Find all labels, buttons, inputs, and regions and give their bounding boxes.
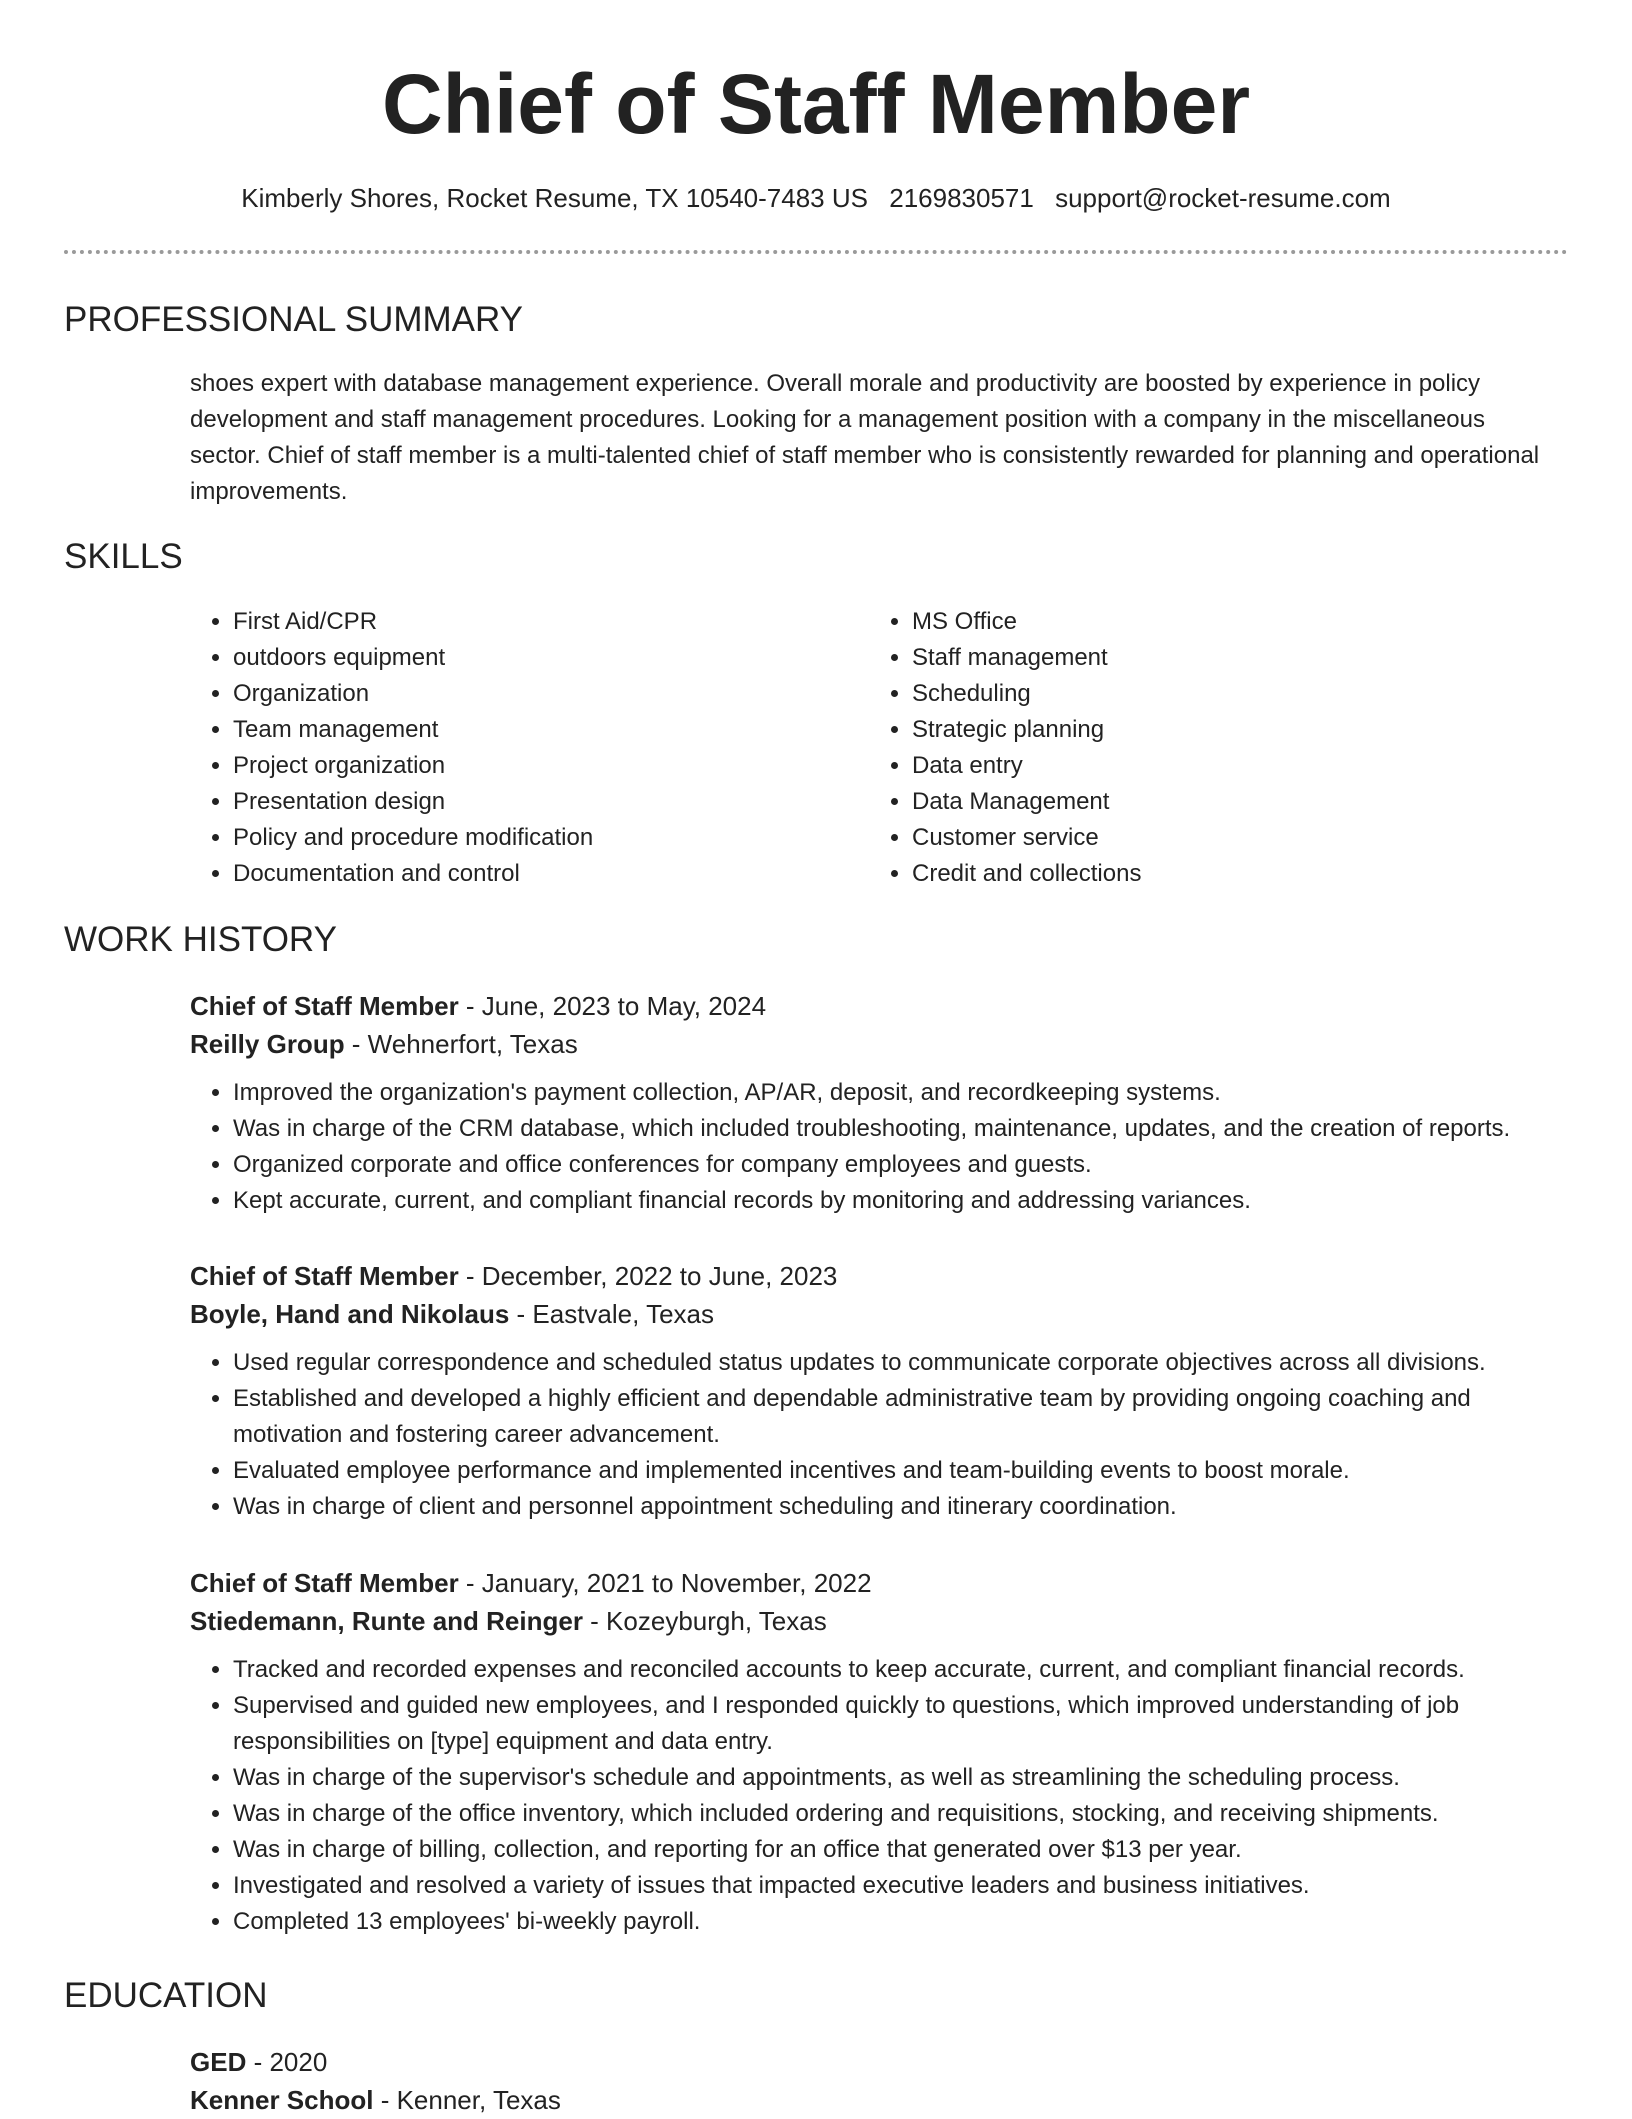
skill-item: • Team management [233, 712, 830, 748]
skill-item: • Staff management [912, 640, 1509, 676]
job-role: Chief of Staff Member [190, 1261, 459, 1291]
skill-item: • MS Office [912, 604, 1509, 640]
job-entry [190, 987, 1570, 1219]
section-title-skills: SKILLS [64, 537, 183, 576]
section-title-work-history: WORK HISTORY [64, 920, 337, 959]
job-bullet: • Established and developed a highly efficient and dependable administrative team by providing ongoing coaching and motivation and fostering career advancement. [233, 1381, 1570, 1453]
job-dates: - January, 2021 to November, 2022 [458, 1568, 872, 1598]
job-location: - Wehnerfort, Texas [344, 1029, 578, 1059]
job-company-line [190, 1295, 1570, 1333]
skills-column-right [869, 604, 1509, 892]
job-entry [190, 1564, 1570, 1940]
skill-item: • Strategic planning [912, 712, 1509, 748]
education-location: - Kenner, Texas [373, 2085, 561, 2115]
job-company-line [190, 1025, 1570, 1063]
skill-item: • Presentation design [233, 784, 830, 820]
skill-item: • Data Management [912, 784, 1509, 820]
skill-item: • Organization [233, 676, 830, 712]
job-bullets [190, 1652, 1570, 1940]
job-bullet: • Kept accurate, current, and compliant financial records by monitoring and addressing variances. [233, 1183, 1570, 1219]
job-bullet: • Investigated and resolved a variety of issues that impacted executive leaders and business initiatives. [233, 1868, 1570, 1904]
skills-column-left [190, 604, 830, 892]
job-bullet: • Was in charge of the office inventory, which included ordering and requisitions, stocking, and receiving shipments. [233, 1796, 1570, 1832]
education-school-line [190, 2081, 1570, 2119]
skill-item: • Customer service [912, 820, 1509, 856]
job-bullet: • Was in charge of billing, collection, and reporting for an office that generated over $13 per year. [233, 1832, 1570, 1868]
skill-item: • Project organization [233, 748, 830, 784]
education-entry [190, 2043, 1570, 2119]
education-school: Kenner School [190, 2085, 374, 2115]
resume-name: Chief of Staff Member [381, 57, 1251, 151]
job-bullet: • Was in charge of client and personnel appointment scheduling and itinerary coordination. [233, 1489, 1570, 1525]
job-entry [190, 1257, 1570, 1525]
job-company: Stiedemann, Runte and Reinger [190, 1606, 583, 1636]
job-bullet: • Supervised and guided new employees, and I responded quickly to questions, which improved understanding of job responsibilities on [type] equipment and data entry. [233, 1688, 1570, 1760]
education-year: - 2020 [246, 2047, 328, 2077]
job-title-line [190, 1564, 1570, 1602]
skill-item: • Policy and procedure modification [233, 820, 830, 856]
skill-item: • Credit and collections [912, 856, 1509, 892]
section-title-summary: PROFESSIONAL SUMMARY [64, 300, 523, 339]
skill-item: • First Aid/CPR [233, 604, 830, 640]
header-divider [64, 250, 1568, 254]
job-bullet: • Was in charge of the supervisor's schedule and appointments, as well as streamlining the scheduling process. [233, 1760, 1570, 1796]
skill-item: • Scheduling [912, 676, 1509, 712]
job-bullet: • Organized corporate and office conferences for company employees and guests. [233, 1147, 1570, 1183]
contact-address: Kimberly Shores, Rocket Resume, TX 10540-7483 US [241, 183, 868, 213]
job-bullet: • Improved the organization's payment collection, AP/AR, deposit, and recordkeeping systems. [233, 1075, 1570, 1111]
job-bullets [190, 1075, 1570, 1219]
job-bullet: • Used regular correspondence and scheduled status updates to communicate corporate objectives across all divisions. [233, 1345, 1570, 1381]
job-dates: - June, 2023 to May, 2024 [458, 991, 767, 1021]
job-title-line [190, 987, 1570, 1025]
section-title-education: EDUCATION [64, 1976, 268, 2015]
job-dates: - December, 2022 to June, 2023 [458, 1261, 838, 1291]
contact-phone: 2169830571 [889, 183, 1034, 213]
skill-item: • Documentation and control [233, 856, 830, 892]
job-title-line [190, 1257, 1570, 1295]
job-company: Boyle, Hand and Nikolaus [190, 1299, 510, 1329]
job-location: - Kozeyburgh, Texas [582, 1606, 827, 1636]
job-role: Chief of Staff Member [190, 1568, 459, 1598]
job-bullets [190, 1345, 1570, 1525]
job-bullet: • Tracked and recorded expenses and reconciled accounts to keep accurate, current, and compliant financial records. [233, 1652, 1570, 1688]
job-bullet: • Was in charge of the CRM database, which included troubleshooting, maintenance, updates, and the creation of reports. [233, 1111, 1570, 1147]
job-company: Reilly Group [190, 1029, 345, 1059]
skill-item: • Data entry [912, 748, 1509, 784]
contact-email[interactable]: support@rocket-resume.com [1055, 183, 1391, 213]
skill-item: • outdoors equipment [233, 640, 830, 676]
job-bullet: • Evaluated employee performance and implemented incentives and team-building events to boost morale. [233, 1453, 1570, 1489]
job-company-line [190, 1602, 1570, 1640]
job-role: Chief of Staff Member [190, 991, 459, 1021]
job-bullet: • Completed 13 employees' bi-weekly payroll. [233, 1904, 1570, 1940]
education-degree-line [190, 2043, 1570, 2081]
summary-text: shoes expert with database management experience. Overall morale and productivity are boosted by experience in policy development and staff management procedures. Looking for a management position with a company in the miscellaneous sector. Chief of staff member is a multi-talented chief of staff member who is consistently rewarded for planning and operational improvements. [190, 370, 1540, 505]
education-degree: GED [190, 2047, 247, 2077]
job-location: - Eastvale, Texas [509, 1299, 715, 1329]
contact-line [0, 180, 1632, 216]
